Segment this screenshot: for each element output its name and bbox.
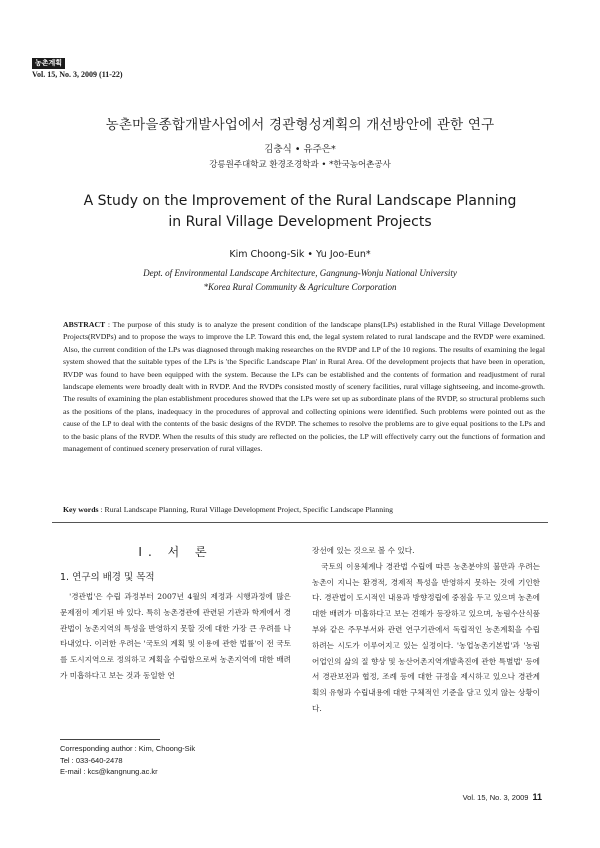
section-heading: I. 서 론 [138,545,213,559]
abstract-label: ABSTRACT [63,320,106,329]
keywords [63,505,545,514]
body-paragraph-right-2: 국토의 이용체계나 경관법 수립에 따른 농촌분야의 불만과 우려는 농촌이 지니는 환경적, 경제적 특성을 반영하지 못하는 것에 기인한다. 경관법이 도시적인 내용과 방향정립에 중점을 두고 있으며 농촌에 대한 배려가 미흡하다고 보는 견해가 등장하고 있으며, 농림수산식품부와 같은 주무부서와 관련 연구기관에서 독립적인 농촌계획을 수립하려는 시도가 이루어지고 있는 실정이다. '농업농촌기본법'과 '농림어업인의 삶의 질 향상 및 농산어촌지역개발촉진에 관한 특별법' 등에서 경관보전과 협정, 조례 등에 대한 규정을 제시하고 있으나 경관계획의 유형과 수립내용에 대한 구체적인 기준을 담고 있지 않는 상황이다. [312,561,540,713]
footnote-email: E-mail : kcs@kangnung.ac.kr [60,767,158,776]
footnote-author: Corresponding author : Kim, Choong-Sik [60,744,196,753]
left-column [60,543,291,684]
subsection-heading: 1. 연구의 배경 및 목적 [60,572,155,583]
page-number: 11 [532,792,542,802]
body-paragraph-left: '경관법'은 수립 과정부터 2007년 4월의 제정과 시행과정에 많은 문제점이 제기된 바 있다. 특히 농촌경관에 관련된 기관과 학계에서 경관법이 농촌지역의 특성을 반영하지 못할 것에 대한 가장 큰 우려를 나타내었다. 이러한 우려는 '국토의 계획 및 이용에 관한 법률'이 전 국토를 도시지역으로 정의하고 계획을 수립함으로써 농촌지역에 대한 배려가 미흡하다고 보는 것과 동일한 연 [60,592,291,680]
keywords-text: : Rural Landscape Planning, Rural Village Development Project, Specific Landscape Planning [98,505,393,514]
authors-english: Kim Choong-Sik • Yu Joo-Eun* [229,249,371,260]
page-footer [463,792,542,802]
affiliation-korean: 강릉원주대학교 환경조경학과 • *한국농어촌공사 [209,160,391,170]
journal-badge: 농촌계획 [32,58,65,69]
title-english-line1: A Study on the Improvement of the Rural Landscape Planning [83,193,517,209]
section-divider [52,522,548,523]
title-english-line2: in Rural Village Development Projects [168,214,432,230]
footnote-tel: Tel : 033-640-2478 [60,755,123,765]
affiliation-english-line1: Dept. of Environmental Landscape Architecture, Gangnung-Wonju National University [143,268,457,278]
corresponding-author-footnote [60,739,291,778]
affiliation-english-line2: *Korea Rural Community & Agriculture Corporation [203,282,397,292]
abstract [63,319,545,455]
footer-volume: Vol. 15, No. 3, 2009 [462,793,529,802]
abstract-text: : The purpose of this study is to analyze the present condition of the landscape plans(LPs) established in the Rural Village Development Projects(RVDPs) and to propose the ways to improve the LP. Toward this end, the legal system related to rural landscape and the RVDP were examined. Also, the current condition of the LPs was diagnosed through making researches on the RVDP and LP of the 10 regions. The results of examining the legal system showed that the suitable types of the LPs is 'the Specific Landscape Plan' in Rural Area. Of the development projects that have been in operation, RVDP was found to have been equipped with the system. Because the LPs can be established and the contents of formation and readjustment of rural landscape elements were broadly dealt with in RVDP. And the RVDPs consisted mostly of scenery facilities, rural village sightseeing, and income-growth. The results of examining the plan establishment procedures showed that the LPs were set up as subordinate plans of the RVDP, so structural problems such as the positions of the plans, inadequacy in the procedures of approval and collecting opinions were identified. Such problems were pointed out as the cause of the LP to deal with the contents of the basic designs of the RVDP. The schemes to resolve the problems are to give equal positions to the LPs and to the basic plans of the RVDP. When the results of this study are reflected on the policies, the LP will effectively carry out the functions of formation and management of continued scenery preservation of rural villages. [63,320,545,454]
title-korean: 농촌마을종합개발사업에서 경관형성계획의 개선방안에 관한 연구 [105,117,495,133]
authors-korean: 김충식 • 유주은* [264,144,336,155]
body-paragraph-right-1: 장선에 있는 것으로 볼 수 있다. [312,546,415,555]
right-column [312,543,540,717]
footnote-rule [60,739,160,740]
title-english [0,191,600,233]
journal-volume-line: Vol. 15, No. 3, 2009 (11-22) [32,70,123,79]
affiliation-english [0,266,600,294]
keywords-label: Key words [63,505,99,514]
